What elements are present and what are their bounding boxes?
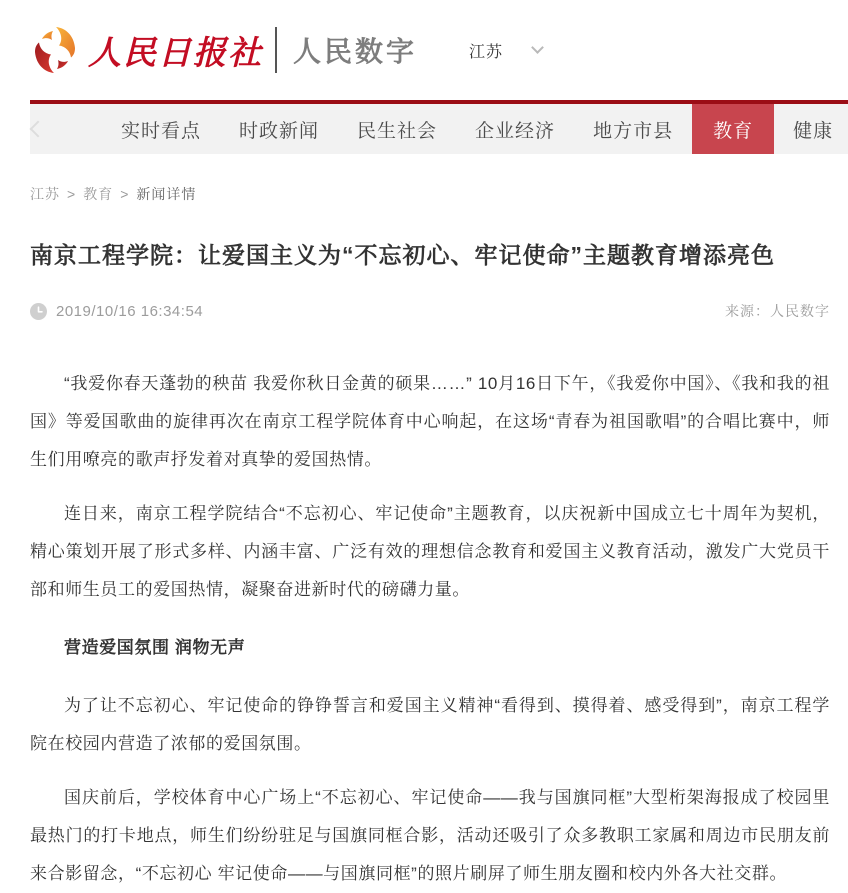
site-header — [0, 0, 848, 100]
brand-product-title: 人民数字 — [293, 36, 418, 67]
breadcrumb-separator: > — [67, 186, 77, 202]
people-daily-logo-icon — [30, 22, 80, 78]
breadcrumb-item[interactable]: 教育 — [83, 186, 114, 202]
article-title: 南京工程学院：让爱国主义为“不忘初心、牢记使命”主题教育增添亮色 — [30, 242, 775, 268]
breadcrumb-item[interactable]: 江苏 — [30, 186, 60, 202]
article-body — [30, 365, 830, 893]
nav-tab[interactable]: 民生社会 — [357, 120, 438, 142]
article-source: 来源：人民数字 — [725, 303, 830, 319]
breadcrumb — [30, 184, 830, 204]
chevron-down-icon[interactable] — [531, 41, 544, 54]
nav-tab[interactable]: 时政新闻 — [239, 120, 320, 142]
chevron-left-icon — [30, 121, 47, 138]
article-paragraph: 连日来，南京工程学院结合“不忘初心、牢记使命”主题教育，以庆祝新中国成立七十周年为契机，精心策划开展了形式多样、内涵丰富、广泛有效的理想信念教育和爱国主义教育活动，激发广大党员干部和师生员工的爱国热情，凝聚奋进新时代的磅礴力量。 — [30, 504, 830, 599]
article-paragraph: 国庆前后，学校体育中心广场上“不忘初心、牢记使命——我与国旗同框”大型桁架海报成了校园里最热门的打卡地点，师生们纷纷驻足与国旗同框合影，活动还吸引了众多教职工家属和周边市民朋友前来合影留念，“不忘初心 牢记使命——与国旗同框”的照片刷屏了师生朋友圈和校内外各大社交群。 — [30, 788, 830, 883]
article-meta-row — [30, 301, 830, 321]
nav-tab[interactable]: 健康 — [793, 120, 834, 142]
nav-tab[interactable]: 教育 — [692, 104, 774, 154]
brand-calligraphy: 人民日报社 — [88, 32, 263, 72]
nav-tab[interactable]: 企业经济 — [475, 120, 556, 142]
primary-nav — [30, 104, 848, 154]
section-subhead: 营造爱国氛围 润物无声 — [64, 638, 246, 657]
article-paragraph: “我爱你春天蓬勃的秧苗 我爱你秋日金黄的硕果……” 10月16日下午，《我爱你中国》、《我和我的祖国》等爱国歌曲的旋律再次在南京工程学院体育中心响起，在这场“青春为祖国歌唱”的合唱比赛中，师生们用嘹亮的歌声抒发着对真挚的爱国热情。 — [30, 374, 830, 469]
nav-back-button[interactable] — [32, 104, 44, 154]
nav-tab[interactable]: 地方市县 — [593, 120, 674, 142]
brand-divider — [275, 27, 277, 73]
clock-icon — [30, 303, 47, 320]
nav-tab[interactable]: 实时看点 — [121, 120, 202, 142]
region-label[interactable]: 江苏 — [469, 43, 504, 61]
breadcrumb-item: 新闻详情 — [136, 186, 197, 202]
breadcrumb-separator: > — [120, 186, 130, 202]
nav-wrap — [30, 100, 848, 154]
region-selector[interactable] — [469, 39, 542, 62]
nav-items — [102, 104, 848, 154]
publish-time: 2019/10/16 16:34:54 — [56, 302, 204, 320]
article-paragraph: 为了让不忘初心、牢记使命的铮铮誓言和爱国主义精神“看得到、摸得着、感受得到”，南京工程学院在校园内营造了浓郁的爱国氛围。 — [30, 696, 830, 753]
